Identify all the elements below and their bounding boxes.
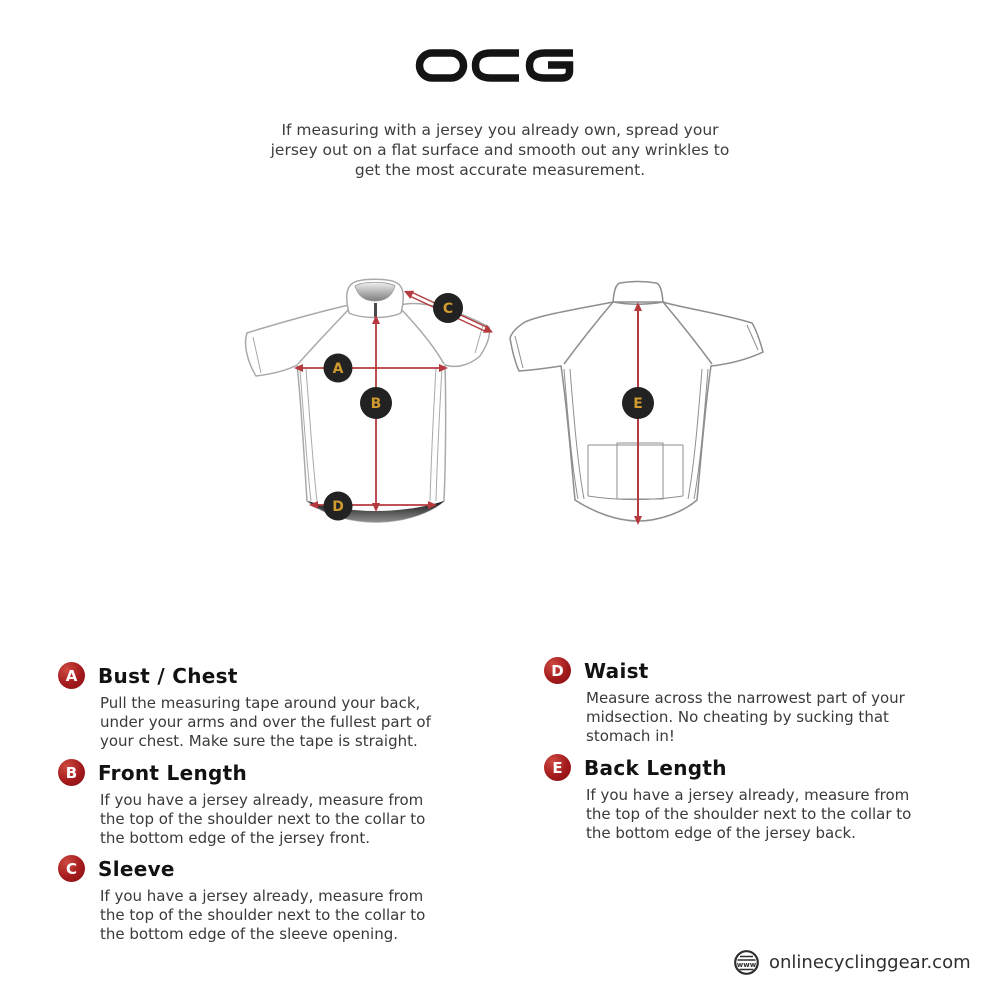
footer [733, 949, 971, 976]
section-badge-c: C [58, 855, 85, 882]
ocg-logo-graphic [415, 48, 575, 84]
size-diagram [230, 275, 790, 535]
section-badge-b: B [58, 759, 85, 786]
logo-letter-o [420, 53, 464, 78]
measurement-marker-b [360, 387, 392, 419]
marker-letter: B [370, 396, 382, 412]
section-title: Back Length [584, 755, 727, 780]
section-desc-line: your chest. Make sure the tape is straight. [100, 732, 418, 750]
section-bust-chest [58, 662, 431, 751]
section-desc-line: If you have a jersey already, measure from [586, 786, 910, 804]
measurement-marker-e [622, 387, 654, 419]
section-back-length [544, 754, 911, 843]
section-title: Waist [584, 658, 649, 683]
marker-letter: A [332, 361, 344, 377]
section-title: Front Length [98, 760, 248, 785]
section-title: Sleeve [98, 856, 175, 881]
section-sleeve [58, 855, 425, 944]
section-desc-line: the bottom edge of the sleeve opening. [100, 925, 398, 943]
section-title: Bust / Chest [98, 663, 238, 688]
section-desc-line: Measure across the narrowest part of your [586, 689, 905, 707]
section-desc-line: the bottom edge of the jersey back. [586, 824, 856, 842]
section-desc-line: the top of the shoulder next to the collar to [586, 805, 912, 823]
section-desc-line: If you have a jersey already, measure from [100, 791, 424, 809]
section-desc-line: Pull the measuring tape around your back, [100, 694, 421, 712]
measurement-marker-d [324, 492, 353, 521]
site-name: onlinecyclinggear.com [769, 952, 971, 973]
section-desc-line: the top of the shoulder next to the collar to [100, 810, 426, 828]
section-badge-a: A [58, 662, 85, 689]
section-desc-line: the top of the shoulder next to the collar to [100, 906, 426, 924]
marker-letter: D [332, 499, 344, 515]
intro-line: get the most accurate measurement. [354, 161, 646, 179]
intro-text [0, 120, 1000, 180]
measurement-marker-a [324, 354, 353, 383]
measurement-marker-c [433, 293, 463, 323]
section-desc-line: the bottom edge of the jersey front. [100, 829, 370, 847]
intro-line: jersey out on a flat surface and smooth out any wrinkles to [270, 141, 730, 159]
section-desc-line: midsection. No cheating by sucking that [586, 708, 889, 726]
section-badge-d: D [544, 657, 571, 684]
intro-line: If measuring with a jersey you already own, spread your [281, 121, 719, 139]
marker-letter: C [442, 301, 454, 317]
section-desc-line: under your arms and over the fullest part of [100, 713, 431, 731]
marker-letter: E [633, 396, 643, 412]
ocg-logo [415, 48, 575, 84]
section-front-length [58, 759, 425, 848]
globe-www-icon [733, 949, 760, 976]
section-badge-e: E [544, 754, 571, 781]
globe-www-label: www [736, 960, 757, 969]
back-collar [613, 282, 663, 303]
section-waist [544, 657, 905, 746]
logo-letter-g [530, 53, 574, 78]
section-desc-line: If you have a jersey already, measure from [100, 887, 424, 905]
section-desc-line: stomach in! [586, 727, 675, 745]
logo-letter-c [476, 53, 520, 78]
